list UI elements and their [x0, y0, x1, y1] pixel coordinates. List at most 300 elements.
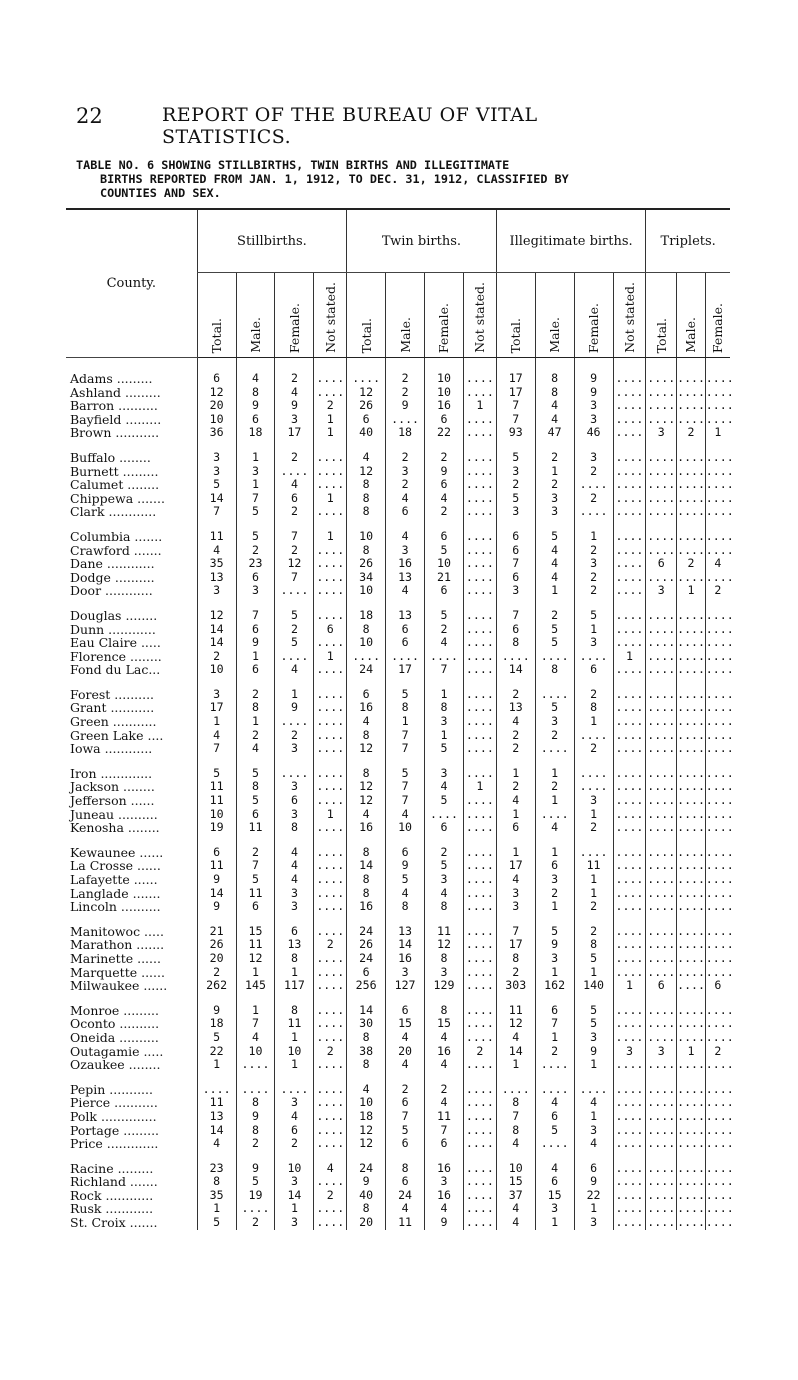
county-name: Racine ......... — [70, 1160, 154, 1176]
table-cell: .... — [463, 1189, 496, 1203]
table-cell: 17 — [496, 859, 535, 873]
table-cell: .... — [314, 729, 347, 743]
table-row — [66, 571, 730, 585]
table-cell: 1 — [314, 650, 347, 664]
table-cell: 46 — [574, 426, 613, 440]
table-cell: .... — [535, 1137, 574, 1151]
table-cell: 6 — [275, 794, 314, 808]
table-cell: .... — [463, 835, 496, 860]
table-row — [66, 426, 730, 440]
table-cell: .... — [613, 859, 646, 873]
table-cell: 6 — [425, 1137, 464, 1151]
table-cell: 2 — [496, 478, 535, 492]
table-cell: .... — [613, 519, 646, 544]
table-cell: 5 — [386, 1124, 425, 1138]
table-cell: .... — [647, 700, 676, 715]
table-cell: .... — [705, 1095, 734, 1110]
table-cell: 5 — [275, 636, 314, 650]
table-cell: 4 — [386, 584, 425, 598]
table-cell: .... — [613, 808, 646, 822]
table-cell: 9 — [275, 701, 314, 715]
table-cell: 1 — [496, 835, 535, 860]
table-cell: 2 — [425, 835, 464, 860]
table-cell: 2 — [705, 1045, 730, 1059]
table-row — [66, 1189, 730, 1203]
table-cell: 6 — [535, 859, 574, 873]
table-cell: 15 — [386, 1017, 425, 1031]
table-cell: 24 — [347, 1151, 386, 1176]
table-cell: 4 — [386, 1202, 425, 1216]
table-cell: 11 — [197, 859, 236, 873]
table-cell: .... — [705, 519, 730, 544]
table-cell: .... — [236, 1058, 275, 1072]
table-cell: .... — [574, 1072, 613, 1097]
table-cell: .... — [463, 413, 496, 427]
table-cell: .... — [314, 756, 347, 781]
table-cell: .... — [647, 463, 676, 478]
table-cell: 2 — [496, 780, 535, 794]
table-cell: 5 — [197, 1031, 236, 1045]
table-cell: 2 — [574, 821, 613, 835]
table-cell: .... — [647, 714, 676, 729]
table-cell: 1 — [314, 519, 347, 544]
table-cell: 20 — [197, 399, 236, 413]
table-cell: .... — [314, 979, 347, 993]
table-cell: 8 — [347, 544, 386, 558]
county-name: Pierce ........... — [70, 1095, 158, 1111]
table-cell: .... — [314, 1072, 347, 1097]
table-cell: 1 — [574, 808, 613, 822]
table-cell: 2 — [574, 914, 613, 939]
table-cell: 1 — [535, 584, 574, 598]
table-cell: .... — [646, 440, 677, 465]
table-cell: 4 — [425, 1058, 464, 1072]
table-cell: .... — [463, 636, 496, 650]
table-cell: 3 — [275, 1175, 314, 1189]
table-cell: 12 — [347, 1124, 386, 1138]
table-cell: .... — [314, 636, 347, 650]
table-cell: 34 — [347, 571, 386, 585]
table-cell: 8 — [574, 701, 613, 715]
table-cell: .... — [677, 621, 706, 636]
table-cell: .... — [613, 557, 646, 571]
table-cell: .... — [463, 584, 496, 598]
table-cell: 5 — [574, 1017, 613, 1031]
table-cell: .... — [314, 952, 347, 966]
table-cell: 4 — [314, 1151, 347, 1176]
table-cell: 2 — [275, 358, 314, 386]
subcol-label: Not stated. — [621, 282, 637, 353]
table-row — [66, 808, 730, 822]
county-name: Florence ........ — [70, 648, 162, 664]
table-cell: 16 — [386, 557, 425, 571]
table-cell: .... — [314, 887, 347, 901]
table-cell: .... — [647, 569, 676, 584]
table-row — [66, 492, 730, 506]
table-cell: .... — [613, 465, 646, 479]
table-cell: .... — [613, 623, 646, 637]
table-cell: 6 — [425, 413, 464, 427]
table-cell: 4 — [535, 571, 574, 585]
table-cell: 4 — [535, 557, 574, 571]
county-name: Burnett ......... — [70, 463, 159, 479]
table-cell: 6 — [236, 663, 275, 677]
table-cell: 10 — [197, 663, 236, 677]
table-cell: 5 — [236, 794, 275, 808]
table-cell: 3 — [386, 966, 425, 980]
table-cell: .... — [705, 872, 734, 886]
table-cell: .... — [613, 1072, 646, 1097]
table-cell: .... — [705, 1108, 734, 1123]
table-row — [66, 519, 730, 544]
table-cell: 12 — [347, 780, 386, 794]
table-cell: .... — [463, 900, 496, 914]
table-cell: .... — [613, 1189, 646, 1203]
table-cell: 12 — [425, 938, 464, 952]
table-cell: 1 — [236, 478, 275, 492]
county-name: Fond du Lac... — [70, 662, 161, 678]
table-cell: .... — [647, 950, 676, 965]
table-cell: 6 — [347, 677, 386, 702]
table-row — [66, 598, 730, 623]
table-cell: .... — [677, 993, 706, 1018]
table-cell: .... — [314, 1175, 347, 1189]
table-cell: 1 — [496, 756, 535, 781]
table-cell: .... — [314, 1124, 347, 1138]
table-row — [66, 636, 730, 650]
table-cell: 4 — [535, 1096, 574, 1110]
table-cell: .... — [463, 756, 496, 781]
table-cell: .... — [647, 542, 676, 557]
county-name: Lafayette ...... — [70, 872, 158, 887]
table-cell: 4 — [535, 544, 574, 558]
table-cell: 2 — [496, 729, 535, 743]
table-cell: 262 — [197, 979, 236, 993]
table-cell: .... — [613, 636, 646, 650]
table-cell: 4 — [275, 835, 314, 860]
page-header — [76, 96, 646, 148]
table-cell: .... — [574, 780, 613, 794]
caption-line-2: BIRTHS REPORTED FROM JAN. 1, 1912, TO DEC. 31, 1912, CLASSIFIED BY — [100, 172, 569, 186]
table-row — [66, 952, 730, 966]
table-cell: 14 — [197, 623, 236, 637]
table-cell: 22 — [574, 1189, 613, 1203]
table-cell: 16 — [386, 952, 425, 966]
table-cell: 3 — [425, 966, 464, 980]
county-name: Door ............ — [70, 583, 153, 599]
subcol-header — [646, 273, 677, 358]
table-cell: .... — [705, 662, 734, 677]
table-cell: .... — [647, 490, 676, 505]
table-cell: .... — [705, 914, 730, 939]
table-cell: 4 — [386, 519, 425, 544]
table-cell: 2 — [425, 505, 464, 519]
table-cell: 2 — [425, 440, 464, 465]
table-cell: .... — [677, 463, 706, 478]
county-name: Kenosha ........ — [70, 820, 160, 836]
table-row — [66, 1216, 730, 1230]
table-cell: 4 — [425, 1202, 464, 1216]
table-cell: 20 — [197, 952, 236, 966]
table-cell: .... — [275, 756, 314, 781]
table-cell: 7 — [236, 598, 275, 623]
table-cell: 3 — [574, 413, 613, 427]
table-cell: .... — [705, 1072, 730, 1097]
table-cell: 11 — [574, 859, 613, 873]
table-cell: 2 — [275, 623, 314, 637]
subcol-label: Female. — [286, 302, 302, 353]
table-cell: 6 — [236, 413, 275, 427]
table-cell: 6 — [425, 821, 464, 835]
table-cell: .... — [647, 899, 676, 914]
table-cell: 7 — [197, 505, 236, 519]
table-cell: .... — [647, 648, 676, 663]
county-name: Outagamie ..... — [70, 1043, 164, 1059]
subcol-header — [463, 273, 496, 358]
table-cell: 3 — [236, 465, 275, 479]
table-cell: 12 — [275, 557, 314, 571]
table-cell: 13 — [386, 914, 425, 939]
table-cell: .... — [347, 650, 386, 664]
table-cell: 6 — [425, 519, 464, 544]
table-cell: .... — [705, 1136, 734, 1151]
table-cell: 4 — [386, 1031, 425, 1045]
table-cell: .... — [677, 779, 706, 794]
table-cell: .... — [463, 571, 496, 585]
table-cell: 8 — [347, 505, 386, 519]
table-cell: 23 — [197, 1151, 236, 1176]
table-cell: .... — [496, 1072, 535, 1097]
table-cell: 4 — [496, 873, 535, 887]
table-cell: 6 — [425, 584, 464, 598]
table-cell: 35 — [197, 1189, 236, 1203]
table-cell: .... — [647, 1108, 676, 1123]
table-cell: 35 — [197, 557, 236, 571]
table-cell: 3 — [275, 780, 314, 794]
table-cell: 2 — [314, 399, 347, 413]
table-cell: .... — [705, 937, 734, 952]
table-cell: .... — [677, 727, 706, 742]
table-cell: 6 — [574, 663, 613, 677]
table-row — [66, 386, 730, 400]
table-row — [66, 821, 730, 835]
table-cell: .... — [613, 938, 646, 952]
table-cell: 3 — [197, 465, 236, 479]
table-row — [66, 399, 730, 413]
table-cell: 1 — [496, 808, 535, 822]
table-cell: 8 — [386, 900, 425, 914]
table-cell: 3 — [275, 742, 314, 756]
table-cell: .... — [463, 1137, 496, 1151]
table-cell: .... — [613, 386, 646, 400]
table-cell: 1 — [574, 966, 613, 980]
table-cell: 2 — [197, 650, 236, 664]
table-cell: 8 — [347, 835, 386, 860]
table-cell: 11 — [236, 887, 275, 901]
table-cell: 6 — [646, 557, 677, 571]
table-cell: .... — [677, 1136, 706, 1151]
table-row — [66, 584, 730, 598]
table-cell: .... — [463, 544, 496, 558]
table-cell: 4 — [535, 399, 574, 413]
table-cell: .... — [463, 1031, 496, 1045]
table-cell: .... — [705, 1151, 730, 1176]
table-cell: .... — [613, 440, 646, 465]
county-name: Manitowoc ..... — [70, 923, 164, 939]
table-cell: 16 — [425, 1189, 464, 1203]
table-cell: .... — [677, 440, 706, 465]
table-cell: 16 — [425, 399, 464, 413]
table-cell: .... — [463, 440, 496, 465]
county-name: Grant ........... — [70, 700, 155, 716]
table-cell: .... — [613, 1216, 646, 1230]
table-cell: .... — [463, 465, 496, 479]
county-name: Iron ............. — [70, 765, 153, 781]
table-cell: .... — [647, 964, 676, 979]
table-cell: .... — [613, 1175, 646, 1189]
table-cell: 10 — [425, 386, 464, 400]
table-cell: .... — [613, 966, 646, 980]
table-cell: .... — [535, 808, 574, 822]
table-cell: 3 — [535, 1202, 574, 1216]
table-cell: .... — [677, 820, 706, 835]
table-cell: 8 — [347, 492, 386, 506]
table-cell: .... — [613, 1096, 646, 1110]
table-cell: 7 — [496, 1110, 535, 1124]
table-cell: 24 — [386, 1189, 425, 1203]
subcol-label: Male. — [397, 317, 413, 353]
table-cell: 3 — [574, 440, 613, 465]
table-cell: .... — [347, 358, 386, 386]
table-cell: 6 — [496, 519, 535, 544]
table-cell: 18 — [236, 426, 275, 440]
table-cell: 21 — [425, 571, 464, 585]
table-cell: 303 — [496, 979, 535, 993]
table-cell: 9 — [197, 993, 236, 1018]
table-cell: .... — [463, 478, 496, 492]
table-cell: 9 — [386, 399, 425, 413]
table-cell: .... — [463, 623, 496, 637]
table-cell: .... — [705, 806, 734, 821]
table-cell: .... — [613, 993, 646, 1018]
table-cell: 4 — [574, 1137, 613, 1151]
table-cell: 8 — [496, 952, 535, 966]
table-cell: 6 — [646, 979, 677, 993]
table-cell: 8 — [496, 1096, 535, 1110]
table-cell: 7 — [386, 794, 425, 808]
table-cell: 8 — [236, 1096, 275, 1110]
table-cell: 17 — [496, 386, 535, 400]
table-cell: 6 — [386, 1137, 425, 1151]
table-cell: 13 — [197, 571, 236, 585]
table-cell: 4 — [236, 358, 275, 386]
table-cell: .... — [613, 900, 646, 914]
table-cell: .... — [463, 426, 496, 440]
table-row — [66, 440, 730, 465]
table-row — [66, 1045, 730, 1059]
table-cell: 1 — [197, 1058, 236, 1072]
table-cell: 6 — [386, 1096, 425, 1110]
table-cell: 9 — [574, 1175, 613, 1189]
table-cell: 16 — [347, 821, 386, 835]
table-cell: 1 — [236, 440, 275, 465]
table-cell: 6 — [275, 492, 314, 506]
county-name: Ashland ......... — [70, 384, 161, 400]
table-cell: 9 — [347, 1175, 386, 1189]
table-cell: 5 — [496, 492, 535, 506]
table-cell: 2 — [275, 1137, 314, 1151]
county-name: Monroe ......... — [70, 1002, 160, 1018]
table-cell: .... — [314, 1202, 347, 1216]
table-cell: .... — [677, 1201, 706, 1216]
group-header-illegitimate-births: Illegitimate births. — [496, 209, 646, 273]
table-cell: .... — [314, 715, 347, 729]
table-cell: .... — [705, 1029, 734, 1044]
table-cell: .... — [314, 571, 347, 585]
table-cell: .... — [677, 1095, 706, 1110]
table-cell: 5 — [425, 544, 464, 558]
table-row — [66, 900, 730, 914]
table-cell: .... — [613, 1031, 646, 1045]
table-cell: .... — [646, 519, 677, 544]
table-cell: 93 — [496, 426, 535, 440]
table-cell: .... — [677, 806, 706, 821]
table-cell: .... — [647, 1029, 676, 1044]
statistics-table — [66, 208, 734, 1231]
table-cell: 1 — [197, 1202, 236, 1216]
table-cell: 5 — [425, 859, 464, 873]
table-row — [66, 478, 730, 492]
table-cell: 3 — [275, 1096, 314, 1110]
table-cell: 1 — [197, 715, 236, 729]
table-cell: 129 — [425, 979, 464, 993]
table-cell: 26 — [197, 938, 236, 952]
table-cell: .... — [677, 384, 706, 399]
table-cell: 2 — [386, 358, 425, 386]
table-cell: .... — [705, 1057, 734, 1072]
table-cell: .... — [314, 584, 347, 598]
table-cell: 1 — [386, 715, 425, 729]
table-cell: 10 — [425, 557, 464, 571]
table-cell: 1 — [535, 900, 574, 914]
table-cell: .... — [463, 742, 496, 756]
table-cell: 1 — [236, 715, 275, 729]
table-cell: 6 — [496, 623, 535, 637]
table-cell: .... — [613, 729, 646, 743]
table-cell: 3 — [535, 873, 574, 887]
table-cell: 4 — [386, 887, 425, 901]
table-cell: .... — [463, 1202, 496, 1216]
county-name: Forest .......... — [70, 686, 155, 702]
table-row — [66, 701, 730, 715]
table-cell: 3 — [496, 505, 535, 519]
table-cell: 24 — [347, 663, 386, 677]
table-cell: .... — [463, 938, 496, 952]
table-cell: 4 — [275, 386, 314, 400]
subcol-label: Female. — [710, 302, 726, 353]
county-name: Calumet ........ — [70, 477, 160, 493]
table-row — [66, 1202, 730, 1216]
table-cell: .... — [314, 900, 347, 914]
table-row — [66, 1124, 730, 1138]
table-cell: .... — [677, 978, 706, 993]
table-cell: 1 — [574, 623, 613, 637]
table-cell: 12 — [197, 386, 236, 400]
table-cell: 2 — [535, 887, 574, 901]
table-cell: 3 — [574, 557, 613, 571]
table-cell: 13 — [386, 571, 425, 585]
table-cell: 3 — [425, 715, 464, 729]
